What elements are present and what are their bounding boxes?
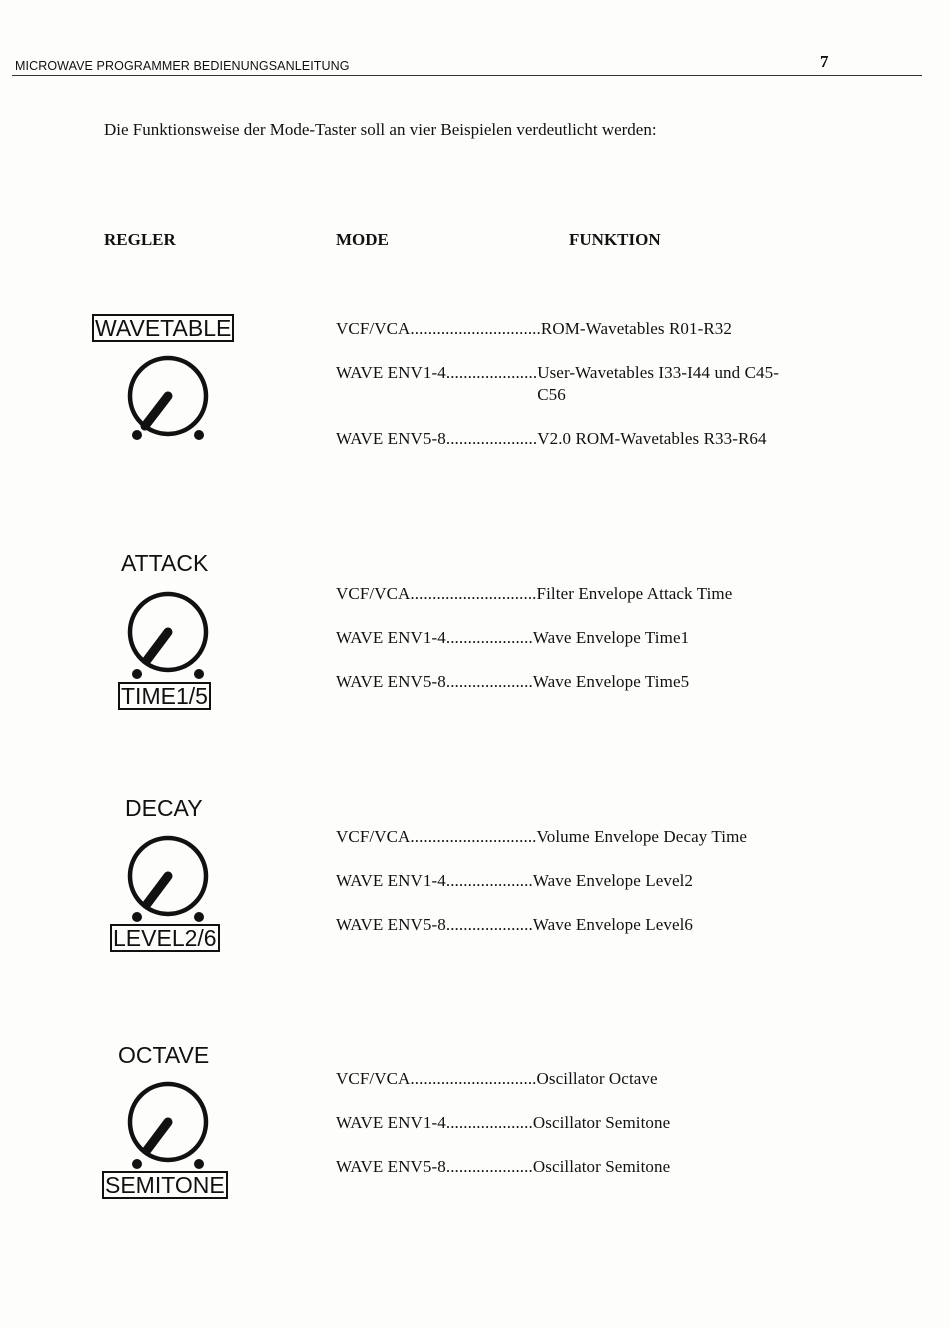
mode-name: WAVE ENV1-4.................... xyxy=(336,1113,533,1132)
function-text: Oscillator Semitone xyxy=(532,1113,671,1132)
mode-name: WAVE ENV5-8.................... xyxy=(336,672,533,691)
attack-knob-icon xyxy=(115,588,225,683)
mode-row xyxy=(336,428,767,450)
function-text: ROM-Wavetables R01-R32 xyxy=(540,319,732,338)
wavetable-knob-icon xyxy=(115,352,225,447)
function-text: Wave Envelope Time1 xyxy=(532,628,690,647)
mode-row xyxy=(336,1156,670,1178)
function-text: Filter Envelope Attack Time xyxy=(536,584,733,603)
column-heading-funktion: FUNKTION xyxy=(569,230,661,249)
knob-label-attack: ATTACK xyxy=(121,550,209,576)
column-heading-mode: MODE xyxy=(336,230,389,249)
function-text: Oscillator Semitone xyxy=(532,1157,671,1176)
mode-name: WAVE ENV1-4.................... xyxy=(336,871,533,890)
mode-row xyxy=(336,627,689,649)
mode-row xyxy=(336,826,747,848)
knob-sublabel-semitone: SEMITONE xyxy=(102,1171,228,1199)
mode-row xyxy=(336,870,693,892)
knob-sublabel-level: LEVEL2/6 xyxy=(110,924,220,952)
mode-name: WAVE ENV1-4.................... xyxy=(336,628,533,647)
mode-row xyxy=(336,362,797,406)
mode-name: WAVE ENV1-4..................... xyxy=(336,363,538,382)
function-text: Volume Envelope Decay Time xyxy=(536,827,748,846)
header-rule xyxy=(12,75,922,76)
mode-row xyxy=(336,583,732,605)
mode-name: WAVE ENV5-8.................... xyxy=(336,915,533,934)
column-heading-regler: REGLER xyxy=(104,230,176,249)
decay-knob-icon xyxy=(115,832,225,927)
knob-label-wavetable: WAVETABLE xyxy=(92,314,234,342)
mode-name: WAVE ENV5-8..................... xyxy=(336,429,538,448)
mode-row xyxy=(336,318,732,340)
function-text: Wave Envelope Level6 xyxy=(532,915,694,934)
intro-text: Die Funktionsweise der Mode-Taster soll an vier Beispielen verdeutlicht werden: xyxy=(104,120,657,139)
function-text: Wave Envelope Time5 xyxy=(532,672,690,691)
mode-name: VCF/VCA.............................. xyxy=(336,319,541,338)
mode-row xyxy=(336,1068,658,1090)
mode-name: WAVE ENV5-8.................... xyxy=(336,1157,533,1176)
page-number: 7 xyxy=(820,52,829,71)
function-text: V2.0 ROM-Wavetables R33-R64 xyxy=(537,429,767,448)
mode-row xyxy=(336,1112,670,1134)
knob-label-octave: OCTAVE xyxy=(118,1042,210,1068)
function-text: Wave Envelope Level2 xyxy=(532,871,694,890)
mode-row xyxy=(336,914,693,936)
mode-name: VCF/VCA............................. xyxy=(336,827,537,846)
mode-name: VCF/VCA............................. xyxy=(336,1069,537,1088)
running-header-title: MICROWAVE PROGRAMMER BEDIENUNGSANLEITUNG xyxy=(15,59,350,73)
knob-label-decay: DECAY xyxy=(125,795,203,821)
octave-knob-icon xyxy=(115,1078,225,1173)
mode-name: VCF/VCA............................. xyxy=(336,584,537,603)
function-text: User-Wavetables I33-I44 und C45-C56 xyxy=(537,363,779,404)
knob-sublabel-time: TIME1/5 xyxy=(118,682,211,710)
function-text: Oscillator Octave xyxy=(536,1069,658,1088)
mode-row xyxy=(336,671,689,693)
